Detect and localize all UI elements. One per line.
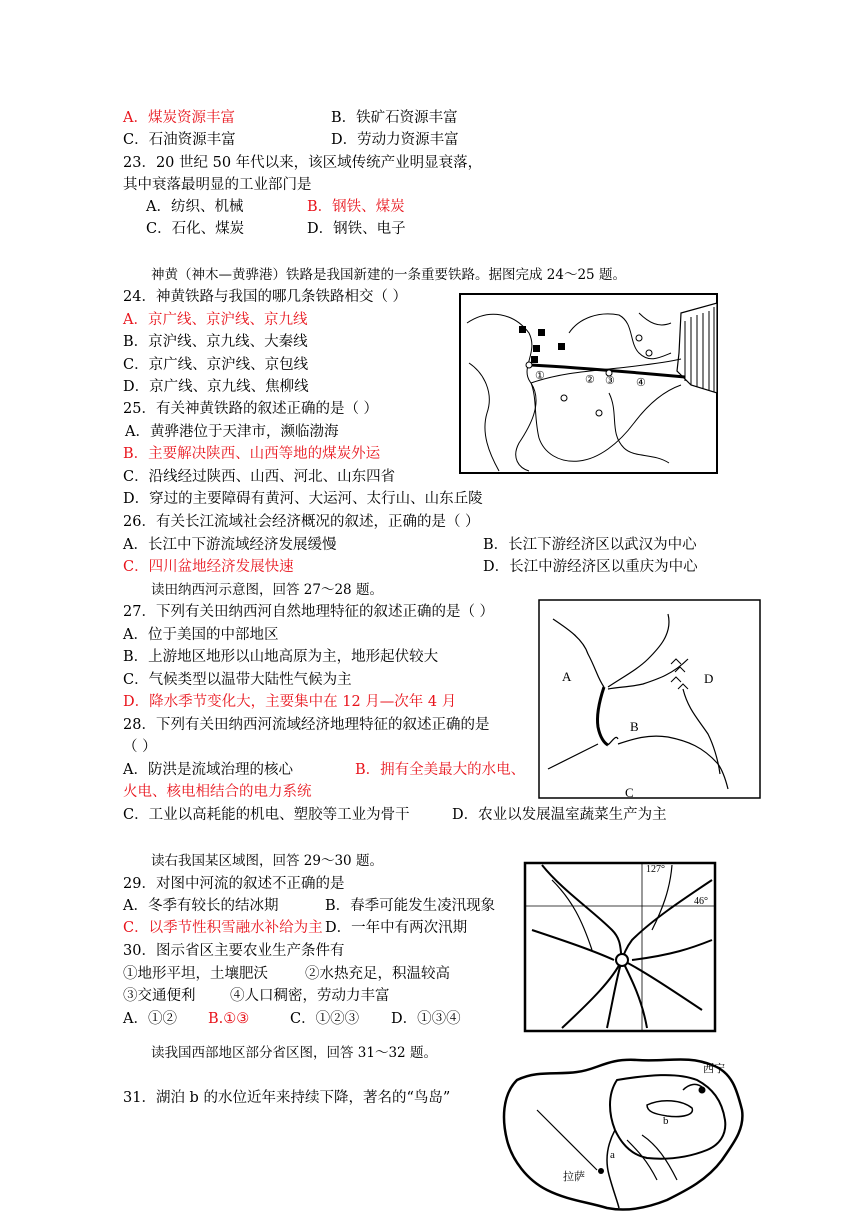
q23-option-b: B．钢铁、煤炭 <box>307 199 405 215</box>
q27-option-b: B．上游地区地形以山地高原为主，地形起伏较大 <box>123 649 439 665</box>
q26-option-d: D．长江中游经济区以重庆为中心 <box>483 559 698 575</box>
q28-option-a: A．防洪是流域治理的核心 <box>123 762 293 778</box>
q30-item-1: ①地形平坦，土壤肥沃 <box>123 966 268 982</box>
q30-item-2: ②水热充足，积温较高 <box>305 966 450 982</box>
q23-option-c: C．石化、煤炭 <box>146 221 245 237</box>
q27-option-d: D．降水季节变化大，主要集中在 12 月—次年 4 月 <box>123 694 457 710</box>
q27-option-a: A．位于美国的中部地区 <box>123 627 279 643</box>
q30-item-4: ④人口稠密，劳动力丰富 <box>230 988 390 1004</box>
q26-stem: 26．有关长江流域社会经济概况的叙述，正确的是（ ） <box>123 514 480 530</box>
q29-option-c: C．以季节性积雪融水补给为主 <box>123 920 323 936</box>
q25-option-c: C．沿线经过陕西、山西、河北、山东四省 <box>123 469 396 485</box>
q29-option-a: A．冬季有较长的结冰期 <box>123 898 279 914</box>
railway-label-2: ② <box>585 374 595 386</box>
q30-stem: 30．图示省区主要农业生产条件有 <box>123 943 345 959</box>
q29-option-b: B．春季可能发生凌汛现象 <box>325 898 496 914</box>
intro-29-30: 读右我国某区域图，回答 29～30 题。 <box>151 853 383 869</box>
q27-option-c: C．气候类型以温带大陆性气候为主 <box>123 672 352 688</box>
west-label-a: a <box>610 1149 615 1161</box>
q22-option-a: A．煤炭资源丰富 <box>123 110 235 126</box>
west-provinces-map-figure <box>497 1050 755 1214</box>
q23-stem-line2: 其中衰落最明显的工业部门是 <box>123 177 312 193</box>
q25-option-b: B．主要解决陕西、山西等地的煤炭外运 <box>123 446 381 462</box>
q28-paren: （ ） <box>123 739 157 755</box>
q24-option-a: A．京广线、京沪线、京九线 <box>123 312 308 328</box>
west-label-xining: 西宁 <box>703 1063 725 1075</box>
q28-option-b-line1: B．拥有全美最大的水电、 <box>355 762 526 778</box>
q30-option-d: D．①③④ <box>391 1011 461 1027</box>
tennessee-label-b: B <box>630 719 639 734</box>
railway-map-figure <box>459 293 719 475</box>
q30-option-a: A．①② <box>123 1011 177 1027</box>
q30-option-b: B.①③ <box>208 1011 250 1027</box>
q30-item-3: ③交通便利 <box>123 988 196 1004</box>
q30-option-c: C．①②③ <box>290 1011 360 1027</box>
q28-stem: 28．下列有关田纳西河流域经济地理特征的叙述正确的是 <box>123 717 490 733</box>
q29-option-d: D．一年中有两次汛期 <box>325 920 468 936</box>
q24-option-c: C．京广线、京沪线、京包线 <box>123 357 309 373</box>
intro-24-25: 神黄（神木—黄骅港）铁路是我国新建的一条重要铁路。据图完成 24～25 题。 <box>151 267 626 283</box>
q22-option-c: C．石油资源丰富 <box>123 132 236 148</box>
tennessee-label-c: C <box>625 785 634 800</box>
west-label-b: b <box>663 1115 669 1127</box>
q29-stem: 29．对图中河流的叙述不正确的是 <box>123 876 345 892</box>
q22-option-d: D．劳动力资源丰富 <box>331 132 459 148</box>
west-label-lhasa: 拉萨 <box>563 1171 585 1183</box>
intro-31-32: 读我国西部地区部分省区图，回答 31～32 题。 <box>151 1045 437 1061</box>
tennessee-label-d: D <box>704 671 714 686</box>
q23-stem-line1: 23．20 世纪 50 年代以来，该区域传统产业明显衰落， <box>123 155 483 171</box>
q26-option-b: B．长江下游经济区以武汉为中心 <box>483 537 697 553</box>
q24-option-d: D．京广线、京九线、焦柳线 <box>123 379 309 395</box>
q22-option-b: B．铁矿石资源丰富 <box>331 110 458 126</box>
q28-option-b-line2: 火电、核电相结合的电力系统 <box>123 784 312 800</box>
tennessee-river-map-figure <box>538 599 762 801</box>
northeast-region-map-figure <box>522 860 720 1036</box>
q24-option-b: B．京沪线、京九线、大秦线 <box>123 334 308 350</box>
q24-stem: 24．神黄铁路与我国的哪几条铁路相交（ ） <box>123 289 408 305</box>
q27-stem: 27．下列有关田纳西河自然地理特征的叙述正确的是（ ） <box>123 604 495 620</box>
q28-option-c: C．工业以高耗能的机电、塑胶等工业为骨干 <box>123 807 410 823</box>
q25-stem: 25．有关神黄铁路的叙述正确的是（ ） <box>123 401 379 417</box>
q23-option-a: A．纺织、机械 <box>146 199 244 215</box>
q28-option-d: D．农业以发展温室蔬菜生产为主 <box>452 807 667 823</box>
tennessee-label-a: A <box>562 669 572 684</box>
q25-option-a: A．黄骅港位于天津市，濒临渤海 <box>125 424 339 440</box>
northeast-label-lon: 127° <box>646 864 665 875</box>
northeast-label-lat: 46° <box>694 896 708 907</box>
intro-27-28: 读田纳西河示意图，回答 27～28 题。 <box>151 582 383 598</box>
railway-label-4: ④ <box>636 377 646 389</box>
q25-option-d: D．穿过的主要障碍有黄河、大运河、太行山、山东丘陵 <box>123 491 483 507</box>
q26-option-c: C．四川盆地经济发展快速 <box>123 559 294 575</box>
q31-stem: 31．湖泊 b 的水位近年来持续下降，著名的“鸟岛” <box>123 1090 451 1106</box>
q26-option-a: A．长江中下游流域经济发展缓慢 <box>123 537 337 553</box>
railway-label-3: ③ <box>605 375 615 387</box>
railway-label-1: ① <box>535 370 545 382</box>
q23-option-d: D．钢铁、电子 <box>307 221 406 237</box>
